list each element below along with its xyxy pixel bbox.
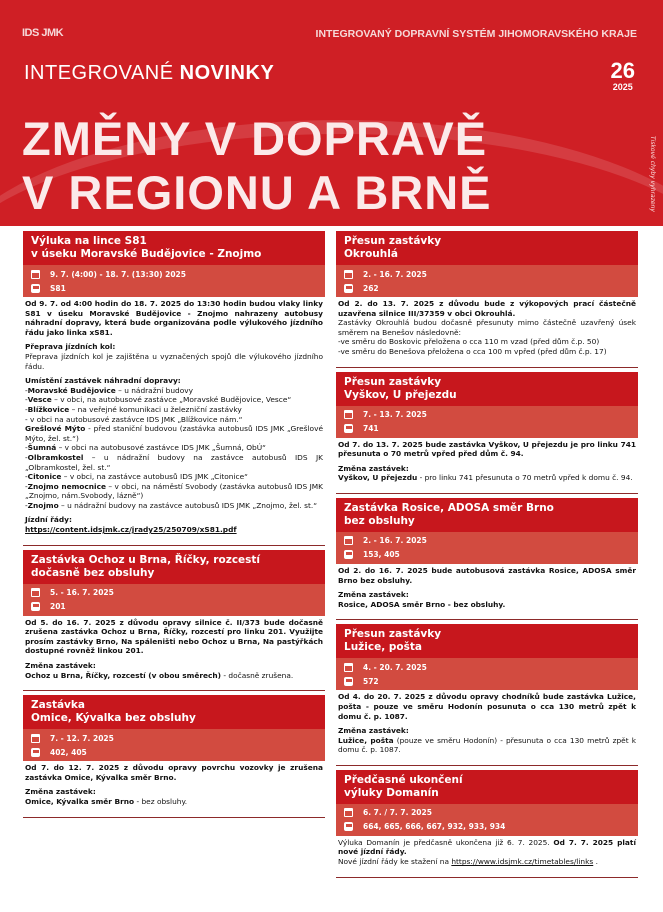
- notice-date: 2. - 16. 7. 2025: [363, 536, 427, 546]
- notice-title-line: Zastávka: [31, 699, 85, 712]
- bus-icon: [344, 822, 353, 831]
- right-column: [336, 231, 638, 882]
- notice-title-line: dočasně bez obsluhy: [31, 566, 155, 579]
- text-segment: Od 2. do 16. 7. 2025 bude autobusová zastávka Rosice, ADOSA směr Brno bez obsluhy.: [338, 565, 636, 585]
- text-segment: Umístění zastávek náhradní dopravy:: [25, 376, 181, 386]
- notice-card: [336, 498, 638, 620]
- notice-card: [23, 550, 325, 692]
- text-segment: -: [25, 452, 28, 462]
- notice-meta: [336, 406, 638, 438]
- text-segment: Od 9. 7. od 4:00 hodin do 18. 7. 2025 do 13:30 hodin budou vlaky linky S81 v úseku Moravské Budějovice - Znojmo nahrazeny autobusy náhradní dopravy, která bude organizována podle výlukového jízdního řádu jako linka xS81.: [25, 299, 323, 337]
- notice-lines: 262: [363, 283, 379, 293]
- text-segment: – u nádražní budovy na zastávce autobusů IDS JMK „Znojmo, žel. st.“: [58, 500, 318, 510]
- bus-icon: [344, 677, 353, 686]
- text-segment: -: [25, 395, 28, 405]
- notice-card: [336, 770, 638, 878]
- notice-body: [336, 564, 638, 619]
- notice-title-line: Přesun zastávky: [344, 628, 442, 641]
- calendar-icon: [31, 588, 40, 597]
- text-segment: Změna zastávek:: [25, 661, 96, 671]
- timetable-link[interactable]: https://www.idsjmk.cz/timetables/links: [451, 857, 594, 867]
- text-segment: Nové jízdní řády ke stažení na: [338, 857, 452, 867]
- notice-date-row: [344, 806, 630, 820]
- title-line-2: V REGIONU A BRNĚ: [22, 166, 492, 219]
- text-segment: – v obci, na náměstí Svobody (zastávka autobusů IDS JMK „Znojmo, nám.Svobody, lázně“): [25, 481, 323, 501]
- notice-meta: [336, 804, 638, 836]
- text-segment: – na veřejné komunikaci u železniční zastávky: [69, 404, 242, 414]
- notice-title-line: Přesun zastávky: [344, 375, 442, 388]
- text-segment: Od 7. do 13. 7. 2025 bude zastávka Vyškov, U přejezdu je pro linku 741 přesunuta o 70 metrů vpřed před dům č. 94.: [338, 439, 636, 459]
- notice-lines-row: [31, 745, 317, 759]
- notice-body: [336, 297, 638, 367]
- text-segment: Vesce: [27, 395, 52, 405]
- notice-paragraph: [25, 299, 323, 337]
- calendar-icon: [344, 270, 353, 279]
- newsletter-name: [24, 62, 274, 85]
- notice-lines: 402, 405: [50, 747, 87, 757]
- notice-card: [23, 231, 325, 546]
- bus-icon: [31, 284, 40, 293]
- notice-body: [336, 438, 638, 493]
- text-segment: Od 7. 7. 2025 platí nové jízdní řády.: [338, 837, 636, 857]
- notice-date-row: [344, 534, 630, 548]
- text-segment: - bez obsluhy.: [134, 797, 188, 806]
- notice-body: [23, 297, 325, 545]
- header-banner: [0, 0, 663, 226]
- calendar-icon: [31, 270, 40, 279]
- text-segment: Omice, Kývalka směr Brno: [25, 797, 135, 806]
- notice-meta: [23, 584, 325, 616]
- notice-paragraph: [338, 440, 636, 459]
- text-segment: Změna zastávek: Rosice, ADOSA směr Brno - bez obsluhy.: [338, 590, 506, 609]
- text-segment: -: [25, 472, 28, 482]
- notice-paragraph: [25, 515, 323, 534]
- notice-lines: 741: [363, 424, 379, 434]
- notice-paragraph: [338, 590, 636, 609]
- notice-title-line: Předčasné ukončení: [344, 773, 463, 786]
- text-segment: Změna zastávek:: [338, 463, 409, 473]
- text-segment: Od 4. do 20. 7. 2025 z důvodu opravy chodníků bude zastávka Lužice, pošta - pouze ve směru Hodonín posunuta o cca 130 metrů zpět k domu č. p. 1087.: [338, 692, 636, 721]
- notice-date: 7. - 12. 7. 2025: [50, 733, 114, 743]
- notice-paragraph: [25, 342, 323, 371]
- notice-meta: [23, 729, 325, 761]
- notice-paragraph: [338, 692, 636, 721]
- text-segment: - v obci na autobusové zastávce IDS JMK „Blížkovice nám.“: [25, 414, 243, 424]
- title-line-1: ZMĚNY V DOPRAVĚ: [22, 112, 488, 165]
- text-segment: Jízdní řády:: [25, 515, 72, 525]
- notice-title: [336, 372, 638, 406]
- text-segment: Citonice: [27, 472, 62, 482]
- text-segment: (pouze ve směru Hodonín) - přesunuta o cca 130 metrů zpět k domu č. p. 1087.: [338, 735, 636, 755]
- notice-card: [336, 624, 638, 766]
- notice-title: [23, 695, 325, 729]
- left-column: [23, 231, 325, 822]
- text-segment: -: [25, 385, 28, 395]
- text-segment: Znojmo: [27, 500, 59, 510]
- page-title: [22, 112, 492, 220]
- notice-lines-row: [31, 281, 317, 295]
- notice-meta: [23, 265, 325, 297]
- text-segment: - pro linku 741 přesunuta o 70 metrů vpřed k domu č. 94.: [417, 473, 633, 483]
- text-segment: Od 2. do 13. 7. 2025 z důvodu bude z výkopových prací částečně uzavřena silnice III/37359 v obci Okrouhlá.: [338, 299, 636, 318]
- notice-lines: 572: [363, 676, 379, 686]
- notice-title: [23, 550, 325, 584]
- text-segment: Moravské Budějovice: [27, 385, 116, 395]
- notice-paragraph: [338, 299, 636, 318]
- text-segment: Změna zastávek:: [338, 726, 409, 736]
- text-segment: Blížkovice: [27, 404, 70, 414]
- newsletter-name-light: INTEGROVANÉ: [24, 62, 180, 84]
- notice-lines: 201: [50, 602, 66, 612]
- notice-card: [336, 231, 638, 368]
- bus-icon: [31, 602, 40, 611]
- issue-number: 26: [610, 58, 635, 83]
- notice-lines-row: [344, 281, 630, 295]
- text-segment: Přeprava jízdních kol je zajištěna u vyznačených spojů dle výlukového jízdního řádu.: [25, 351, 323, 371]
- calendar-icon: [344, 663, 353, 672]
- notice-lines-row: [344, 820, 630, 834]
- notice-date: 5. - 16. 7. 2025: [50, 588, 114, 598]
- notice-title-line: v úseku Moravské Budějovice - Znojmo: [31, 248, 262, 260]
- text-segment: Olbramkostel: [27, 452, 84, 462]
- notice-date: 2. - 16. 7. 2025: [363, 269, 427, 279]
- notice-paragraph: [25, 787, 323, 806]
- notice-title-line: Lužice, pošta: [344, 641, 422, 654]
- notice-lines: 153, 405: [363, 550, 400, 560]
- text-segment: Grešlové Mýto: [25, 424, 86, 434]
- notice-date-row: [31, 586, 317, 600]
- notice-lines-row: [344, 548, 630, 562]
- text-segment: - před staniční budovou (zastávka autobusů IDS JMK „Grešlové Mýto, žel. st.“): [25, 424, 324, 443]
- notice-title-line: výluky Domanín: [344, 786, 439, 799]
- notice-lines: 664, 665, 666, 667, 932, 933, 934: [363, 822, 506, 832]
- notice-date: 7. - 13. 7. 2025: [363, 410, 427, 420]
- notice-title-line: bez obsluhy: [344, 514, 415, 527]
- text-segment: -: [25, 404, 28, 414]
- notice-date-row: [344, 408, 630, 422]
- calendar-icon: [344, 410, 353, 419]
- notice-date: 9. 7. (4:00) - 18. 7. (13:30) 2025: [50, 269, 186, 279]
- notice-title: [336, 231, 638, 265]
- notice-meta: [336, 658, 638, 690]
- timetable-link[interactable]: https://content.idsjmk.cz/jrady25/250709/xS81.pdf: [25, 525, 237, 535]
- notice-title: [336, 770, 638, 804]
- notice-paragraph: [338, 838, 636, 867]
- notice-meta: [336, 532, 638, 564]
- notice-body: [23, 761, 325, 816]
- text-segment: .: [593, 857, 598, 867]
- text-segment: - dočasně zrušena.: [221, 670, 294, 680]
- notice-meta: [336, 265, 638, 297]
- text-segment: – v obci na autobusové zastávce IDS JMK „Šumná, ObÚ“: [56, 443, 266, 453]
- notice-title: [336, 624, 638, 658]
- text-segment: – u nádražní budovy: [115, 385, 194, 395]
- text-segment: – v obci, na autobusové zastávce „Moravské Budějovice, Vesce“: [51, 395, 292, 405]
- notice-card: [23, 695, 325, 817]
- notice-date-row: [344, 267, 630, 281]
- text-segment: Vyškov, U přejezdu: [338, 473, 418, 483]
- notice-title-line: Přesun zastávky: [344, 235, 442, 247]
- notice-card: [336, 372, 638, 494]
- calendar-icon: [344, 808, 353, 817]
- notice-date: 4. - 20. 7. 2025: [363, 662, 427, 672]
- notice-lines-row: [344, 422, 630, 436]
- notice-date: 6. 7. / 7. 7. 2025: [363, 808, 432, 818]
- text-segment: Od 5. do 16. 7. 2025 z důvodu opravy silnice č. II/373 bude dočasně zrušena zastávka Ochoz u Brna, Říčky, rozcestí pro linku 201. Využijte prosím zastávky Brno, Na spáleništi nebo Ochoz u Brna, Na pastýřkách dostupné rovněž linkou 201.: [25, 617, 323, 656]
- notice-body: [336, 836, 638, 877]
- text-segment: Lužice, pošta: [338, 735, 394, 745]
- text-segment: Šumná: [27, 443, 57, 453]
- text-segment: Změna zastávek:: [25, 787, 96, 797]
- notice-paragraph: [25, 661, 323, 680]
- notice-title-line: Zastávka Ochoz u Brna, Říčky, rozcestí: [31, 553, 261, 566]
- text-segment: Zastávky Okrouhlá budou dočasně přesunuty mimo částečně uzavřený úsek směrem na Benešov následovně: -ve směru do Boskovic přeložena o cca 110 m vzad (před dům č.p. 50) -ve směru do Benešova přeložena o cca 100 m vpřed (před dům č.p. 17): [338, 318, 636, 356]
- notice-paragraph: [338, 566, 636, 585]
- text-segment: -: [25, 481, 28, 491]
- bus-icon: [344, 284, 353, 293]
- text-segment: Přeprava jízdních kol:: [25, 342, 116, 352]
- notice-title: [336, 498, 638, 532]
- text-segment: – v obci, na zastávce autobusů IDS JMK „Citonice“: [61, 472, 248, 482]
- text-segment: -: [25, 443, 28, 453]
- notice-paragraph: [338, 726, 636, 755]
- text-segment: Výluka Domanín je předčasně ukončena již 6. 7. 2025.: [338, 837, 554, 847]
- text-segment: Znojmo nemocnice: [27, 481, 106, 491]
- notice-body: [336, 690, 638, 765]
- notice-title-line: Omice, Kývalka bez obsluhy: [31, 712, 196, 725]
- newsletter-name-bold: NOVINKY: [179, 62, 275, 84]
- notice-date-row: [31, 731, 317, 745]
- notice-paragraph: [25, 376, 323, 510]
- notice-paragraph: [25, 618, 323, 656]
- calendar-icon: [344, 536, 353, 545]
- notice-title: [23, 231, 325, 265]
- notice-paragraph: [25, 763, 323, 782]
- notice-title-line: Vyškov, U přejezdu: [344, 388, 457, 401]
- bus-icon: [31, 748, 40, 757]
- notice-lines: S81: [50, 283, 66, 293]
- ids-jmk-logo: IDS JMK: [22, 27, 64, 39]
- notice-lines-row: [344, 674, 630, 688]
- notice-title-line: Zastávka Rosice, ADOSA směr Brno: [344, 501, 554, 514]
- notice-body: [23, 616, 325, 691]
- notice-lines-row: [31, 600, 317, 614]
- notice-paragraph: [338, 318, 636, 356]
- issue-badge: [611, 60, 635, 92]
- notice-date-row: [31, 267, 317, 281]
- text-segment: Od 7. do 12. 7. 2025 z důvodu opravy povrchu vozovky je zrušena zastávka Omice, Kývalka směr Brno.: [25, 763, 323, 782]
- bus-icon: [344, 424, 353, 433]
- notice-title-line: Výluka na lince S81: [31, 235, 147, 247]
- text-segment: – u nádražní budovy na zastávce autobusů IDS JK „Olbramkostel, žel. st.“: [25, 452, 323, 472]
- notice-paragraph: [338, 464, 636, 483]
- notice-date-row: [344, 660, 630, 674]
- notice-title-line: Okrouhlá: [344, 248, 398, 260]
- system-name: INTEGROVANÝ DOPRAVNÍ SYSTÉM JIHOMORAVSKÉHO KRAJE: [315, 28, 637, 40]
- text-segment: -: [25, 500, 28, 510]
- bus-icon: [344, 550, 353, 559]
- text-segment: Ochoz u Brna, Říčky, rozcestí (v obou směrech): [25, 670, 222, 680]
- disclaimer: Tiskové chyby vyhrazeny: [649, 136, 656, 212]
- issue-year: 2025: [612, 82, 633, 92]
- calendar-icon: [31, 734, 40, 743]
